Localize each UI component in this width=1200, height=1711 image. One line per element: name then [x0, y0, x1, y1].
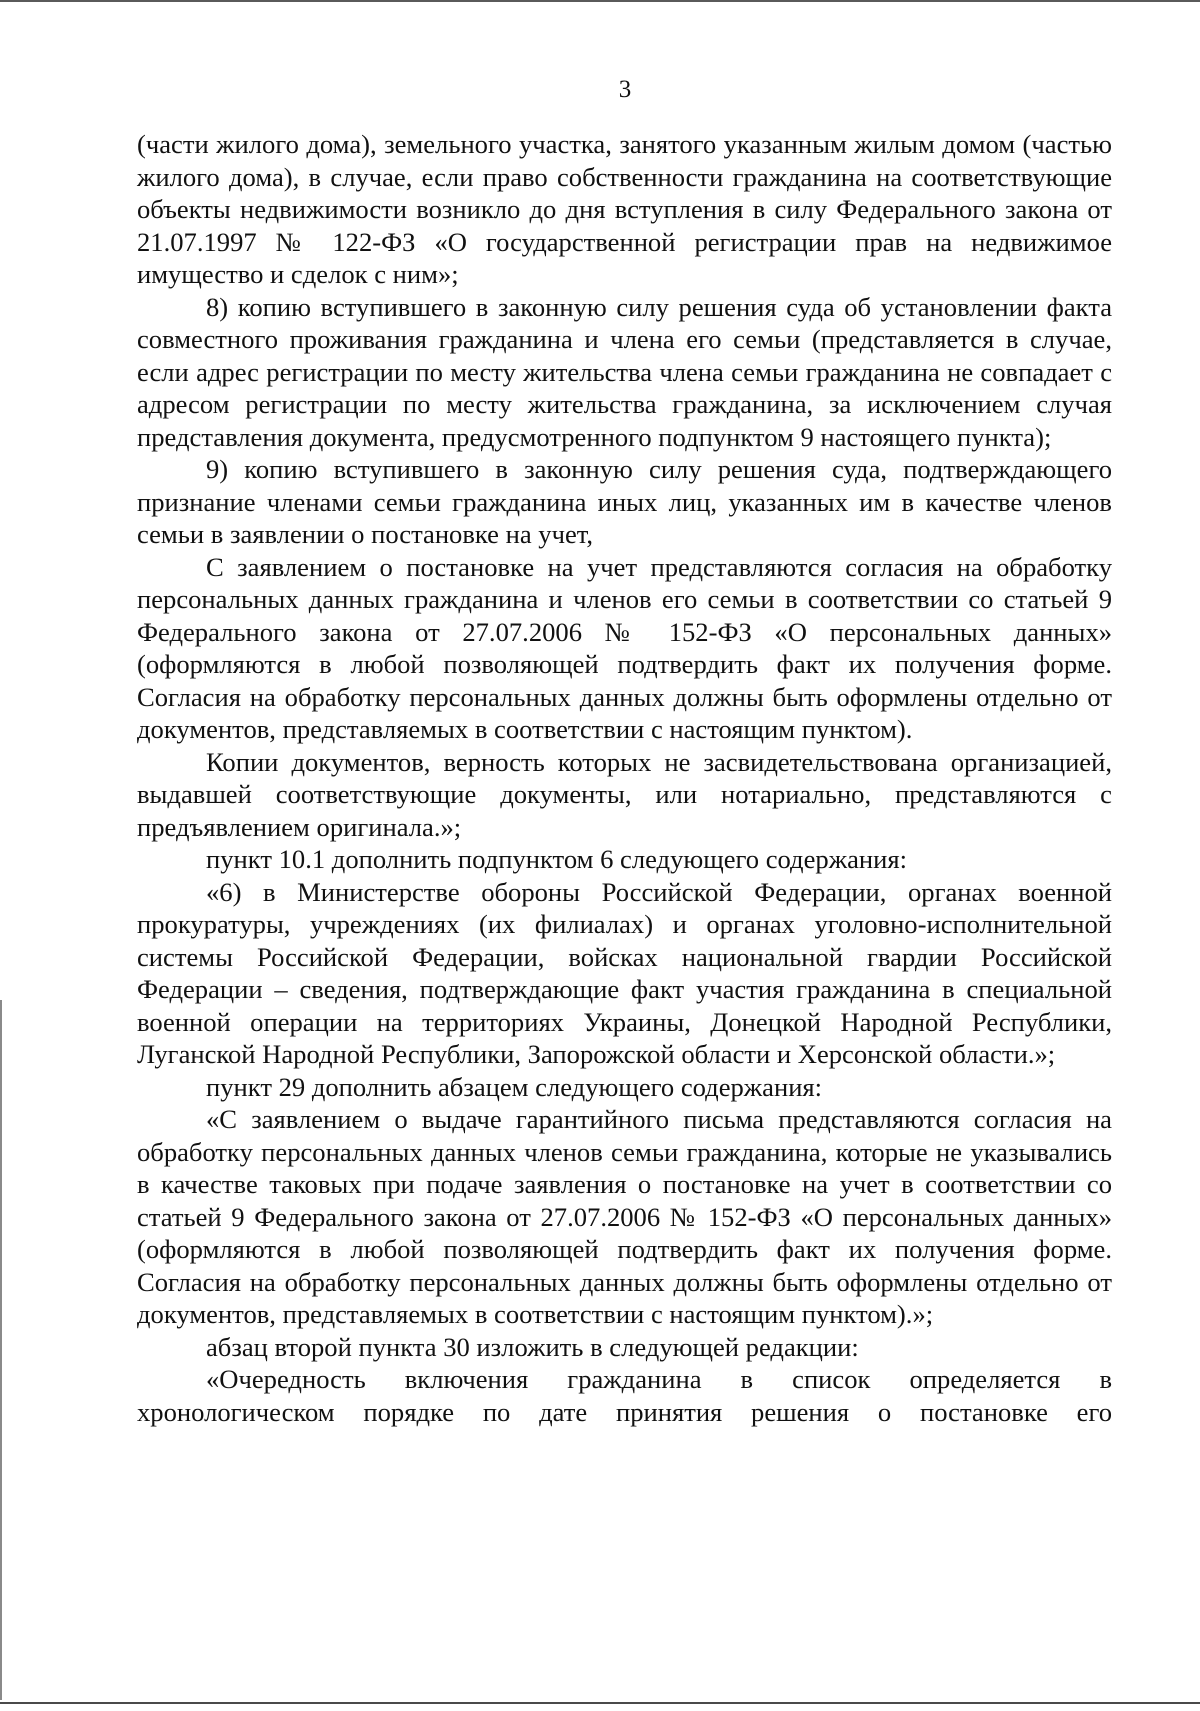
paragraph-item-8: 8) копию вступившего в законную силу решения суда об установлении факта совместного проживания гражданина и члена его семьи (представляется в случае, если адрес регистрации по месту жительства члена семьи гражданина не совпадает с адресом регистрации по месту жительства гражданина, за исключением случая представления документа, предусмотренного подпунктом 9 настоящего пункта);	[137, 291, 1112, 452]
paragraph-continuation: (части жилого дома), земельного участка, занятого указанным жилым домом (частью жилого дома), в случае, если право собственности гражданина на соответствующие объекты недвижимости возникло до дня вступления в силу Федерального закона от 21.07.1997 № 122-ФЗ «О государственной регистрации прав на недвижимое имущество и сделок с ним»;	[137, 129, 1112, 289]
paragraph-item-9: 9) копию вступившего в законную силу решения суда, подтверждающего признание членами семьи гражданина иных лиц, указанных им в качестве членов семьи в заявлении о постановке на учет,	[137, 454, 1112, 549]
paragraph-copies: Копии документов, верность которых не засвидетельствована организацией, выдавшей соответствующие документы, или нотариально, представляются с предъявлением оригинала.»;	[137, 746, 1112, 842]
paragraph-guarantee-letter: «С заявлением о выдаче гарантийного письма представляются согласия на обработку персональных данных членов семьи гражданина, которые не указывались в качестве таковых при подаче заявления о постановке на учет в соответствии со статьей 9 Федерального закона от 27.07.2006 № 152-ФЗ «О персональных данных» (оформляются в любой позволяющей подтвердить факт их получения форме. Согласия на обработку персональных данных должны быть оформлены отдельно от документов, представляемых в соответствии с настоящим пунктом).»;	[137, 1104, 1112, 1329]
paragraph-amend-30: абзац второй пункта 30 изложить в следующей редакции:	[206, 1331, 859, 1362]
paragraph-consent: С заявлением о постановке на учет представляются согласия на обработку персональных данных гражданина и членов его семьи в соответствии со статьей 9 Федерального закона от 27.07.2006 № 152-ФЗ «О персональных данных» (оформляются в любой позволяющей подтвердить факт их получения форме. Согласия на обработку персональных данных должны быть оформлены отдельно от документов, представляемых в соответствии с настоящим пунктом).	[137, 551, 1112, 744]
page-number: 3	[618, 76, 632, 103]
scan-border-left	[0, 1000, 2, 1700]
scan-border-top	[0, 0, 1200, 2]
document-body	[137, 128, 1112, 1428]
paragraph-subitem-6: «6) в Министерстве обороны Российской Федерации, органах военной прокуратуры, учреждениях (их филиалах) и органах уголовно-исполнительной системы Российской Федерации, войсках национальной гвардии Российской Федерации – сведения, подтверждающие факт участия гражданина в специальной военной операции на территориях Украины, Донецкой Народной Республики, Луганской Народной Республики, Запорожской области и Херсонской области.»;	[137, 876, 1112, 1069]
paragraph-queue-order: «Очередность включения гражданина в список определяется в хронологическом порядке по дате принятия решения о постановке его	[137, 1364, 1112, 1427]
scan-border-bottom	[0, 1702, 1200, 1704]
paragraph-amend-10-1: пункт 10.1 дополнить подпунктом 6 следующего содержания:	[206, 844, 907, 874]
paragraph-amend-29: пункт 29 дополнить абзацем следующего содержания:	[206, 1071, 823, 1102]
